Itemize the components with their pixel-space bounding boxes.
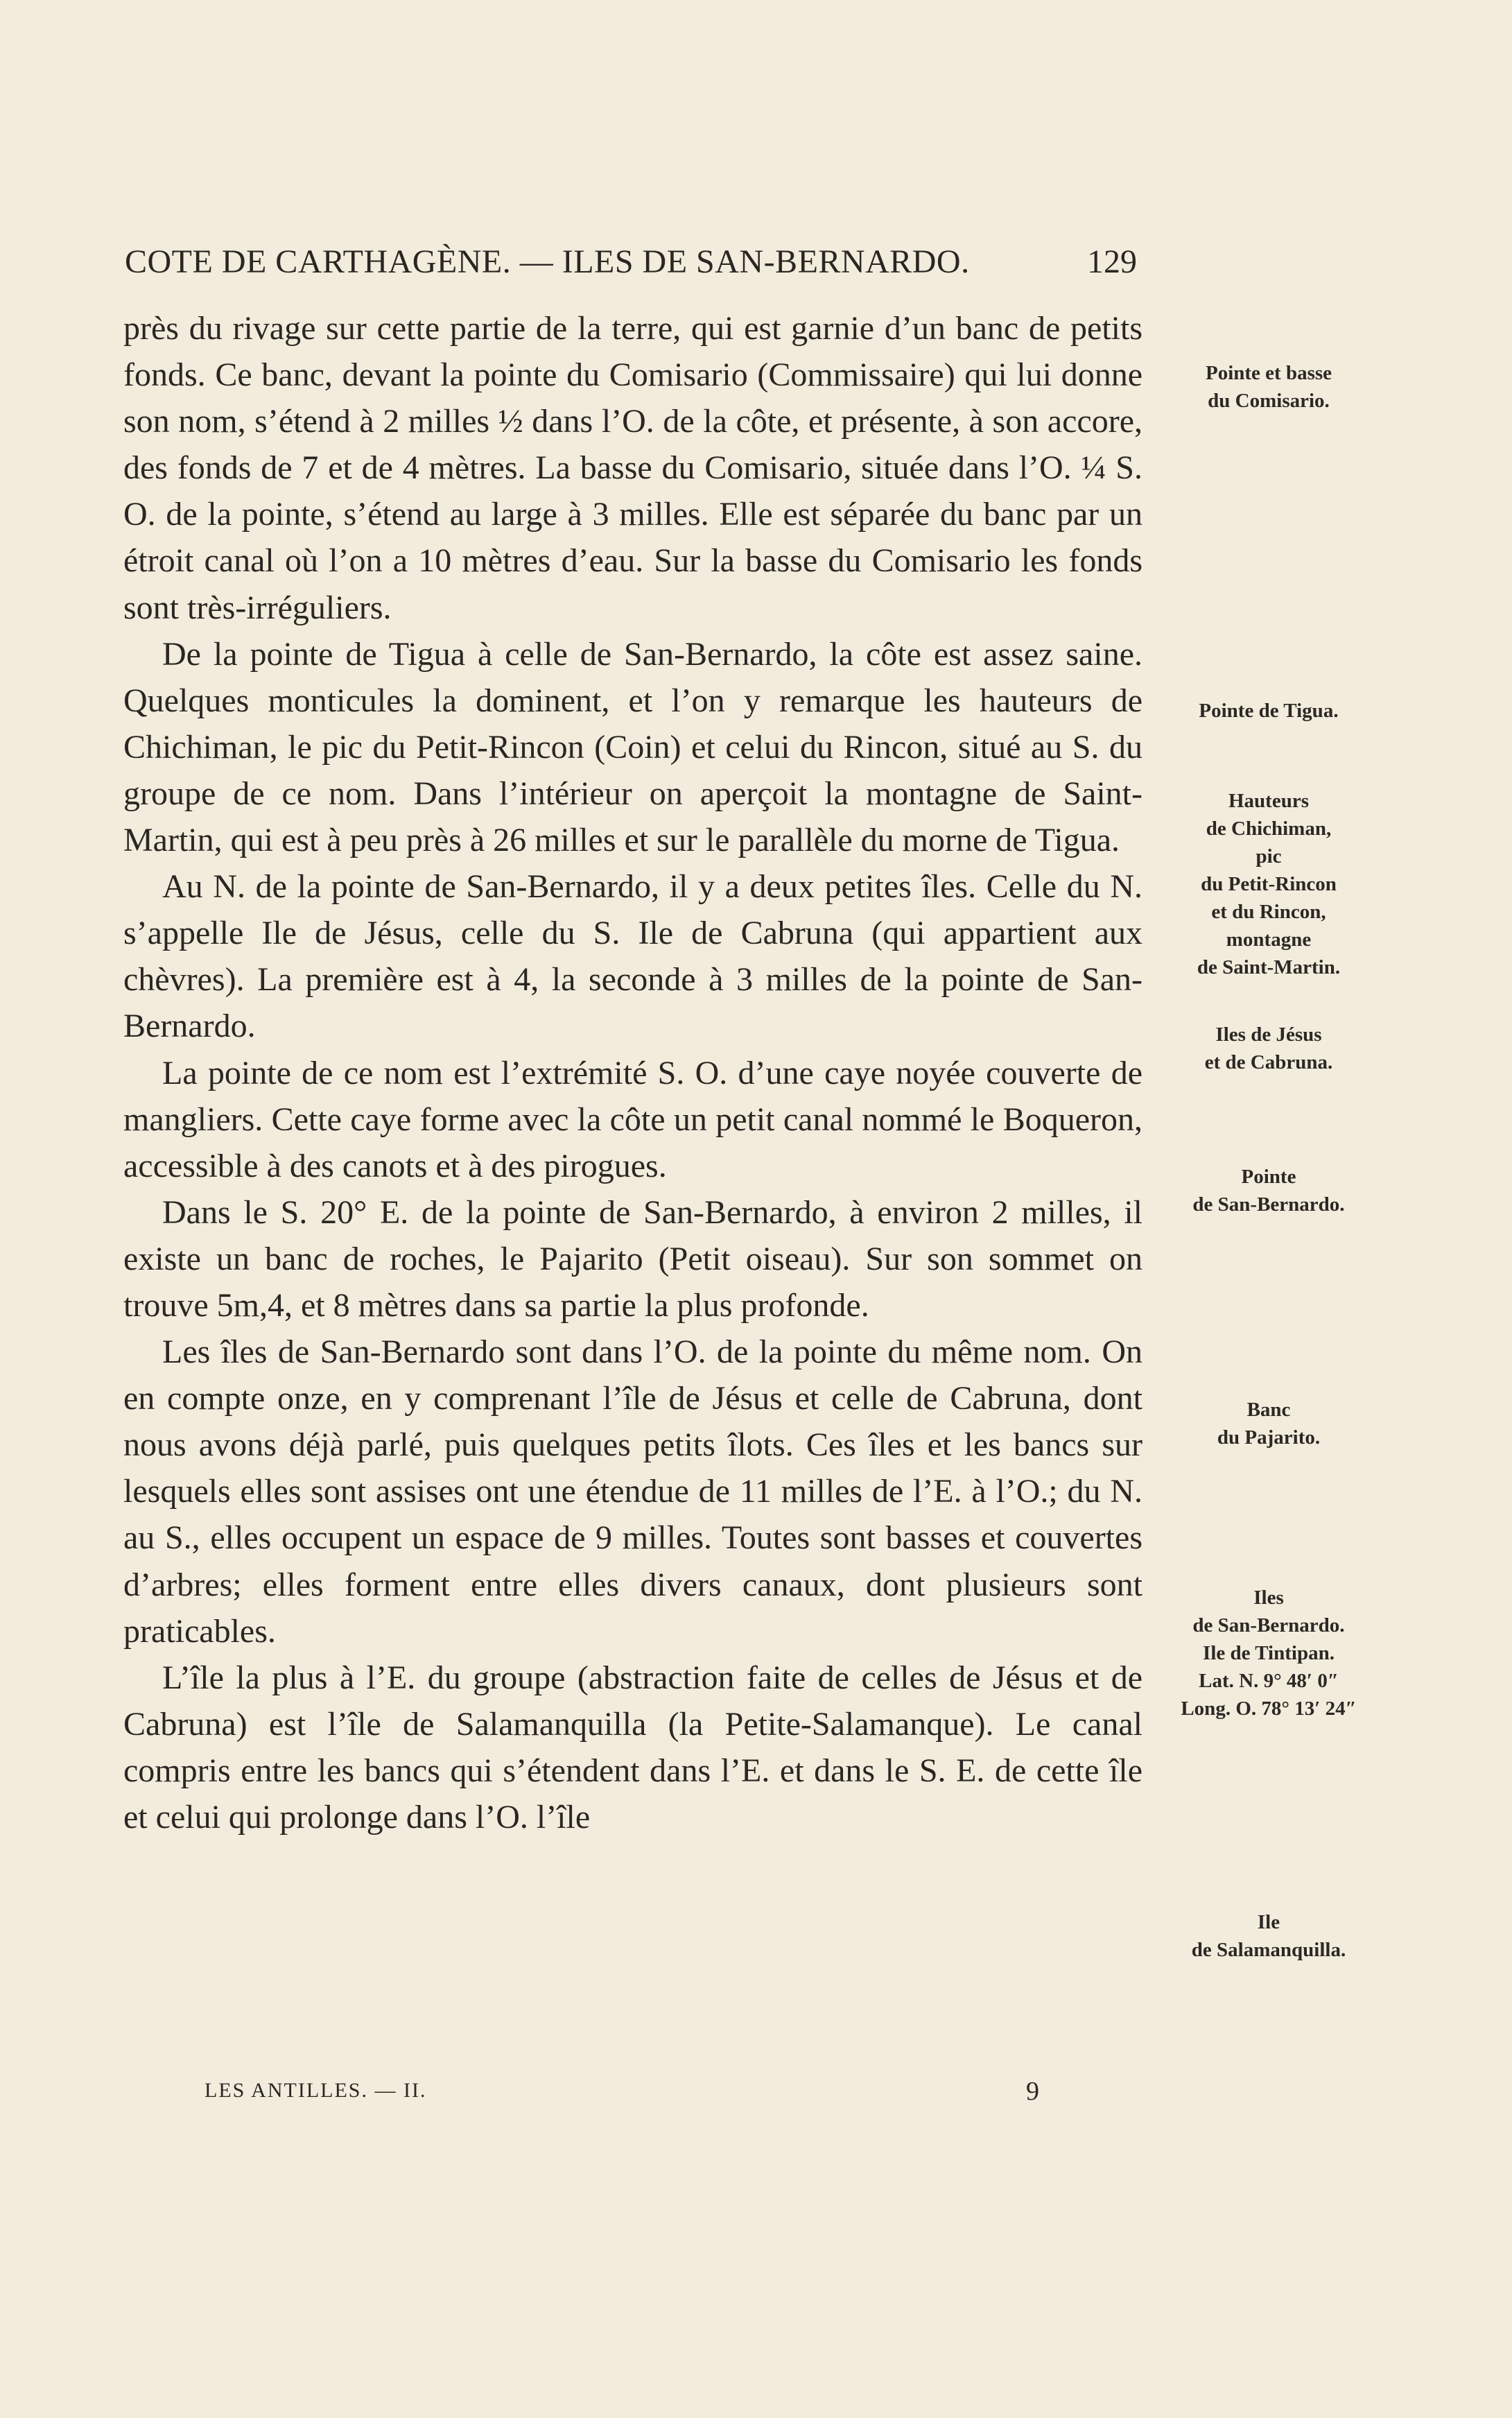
margin-note-salamanquilla — [1151, 1908, 1387, 1964]
margin-notes — [1151, 0, 1387, 2418]
paragraph: près du rivage sur cette partie de la terre, qui est garnie d’un banc de petits fonds. Ce banc, devant la pointe du Comisario (Commissaire) qui lui donne son nom, s’étend à 2 milles ½ dans l’O. de la côte, et présente, à son accore, des fonds de 7 et de 4 mètres. La basse du Comisario, située dans l’O. ¼ S. O. de la pointe, s’étend au large à 3 milles. Elle est séparée du banc par un étroit canal où l’on a 10 mètres d’eau. Sur la basse du Comisario les fonds sont très-irréguliers. — [123, 310, 1142, 626]
margin-note-san-bernardo-islands — [1151, 1584, 1387, 1722]
running-header — [125, 243, 1137, 291]
note-line: de San-Bernardo. — [1192, 1614, 1345, 1637]
note-line: Pointe — [1241, 1166, 1296, 1188]
note-line: Iles — [1253, 1587, 1284, 1609]
note-line: et du Rincon, — [1211, 901, 1326, 923]
page-footer — [125, 2079, 1137, 2114]
page-number: 129 — [1087, 243, 1137, 280]
note-line: de Salamanquilla. — [1191, 1939, 1346, 1961]
note-line: de Saint-Martin. — [1197, 956, 1341, 978]
main-text — [123, 305, 1142, 1840]
margin-note-pajarito — [1151, 1396, 1387, 1451]
paragraph: De la pointe de Tigua à celle de San-Bernardo, la côte est assez saine. Quelques monticules la dominent, et l’on y remarque les hauteurs de Chichiman, le pic du Petit-Rincon (Coin) et celui du Rincon, situé au S. du groupe de ce nom. Dans l’intérieur on aperçoit la montagne de Saint-Martin, qui est à peu près à 26 milles et sur le parallèle du morne de Tigua. — [123, 635, 1142, 859]
note-line: du Comisario. — [1208, 390, 1330, 412]
note-line: Hauteurs — [1228, 790, 1309, 812]
sheet-number: 9 — [1026, 2077, 1039, 2106]
note-line: Banc — [1246, 1399, 1291, 1421]
note-line: Long. O. 78° 13′ 24″ — [1181, 1698, 1357, 1720]
note-line: pic — [1255, 845, 1282, 867]
margin-note-tigua — [1151, 697, 1387, 725]
margin-note-san-bernardo-point — [1151, 1163, 1387, 1218]
paragraph: Les îles de San-Bernardo sont dans l’O. de la pointe du même nom. On en compte onze, en y comprenant l’île de Jésus et celle de Cabruna, dont nous avons déjà parlé, puis quelques petits îlots. Ces îles et les bancs sur lesquels elles sont assises ont une étendue de 11 milles de l’E. à l’O.; du N. au S., elles occupent un espace de 9 milles. Toutes sont basses et couvertes d’arbres; elles forment entre elles divers canaux, dont plusieurs sont praticables. — [123, 1333, 1142, 1650]
note-line: de San-Bernardo. — [1192, 1193, 1345, 1216]
note-line: Ile — [1257, 1911, 1280, 1933]
note-line: Ile de Tintipan. — [1203, 1642, 1335, 1664]
note-line: Pointe de Tigua. — [1199, 700, 1339, 722]
note-line: et de Cabruna. — [1204, 1051, 1333, 1073]
note-line: de Chichiman, — [1206, 818, 1332, 840]
note-line: du Petit-Rincon — [1201, 873, 1337, 895]
paragraph: La pointe de ce nom est l’extrémité S. O. d’une caye noyée couverte de mangliers. Cette caye forme avec la côte un petit canal nommé le Boqueron, accessible à des canots et à des pirogues. — [123, 1054, 1142, 1184]
note-line: Lat. N. 9° 48′ 0″ — [1199, 1670, 1339, 1692]
note-line: Pointe et basse — [1205, 362, 1332, 384]
note-line: du Pajarito. — [1217, 1426, 1321, 1449]
header-title: COTE DE CARTHAGÈNE. — ILES DE SAN-BERNARDO. — [125, 243, 970, 280]
note-line: Iles de Jésus — [1215, 1024, 1322, 1046]
note-line: montagne — [1226, 929, 1312, 951]
paragraph: Au N. de la pointe de San-Bernardo, il y a deux petites îles. Celle du N. s’appelle Ile de Jésus, celle du S. Ile de Cabruna (qui appartient aux chèvres). La première est à 4, la seconde à 3 milles de la pointe de San-Bernardo. — [123, 868, 1142, 1045]
paragraph: L’île la plus à l’E. du groupe (abstraction faite de celles de Jésus et de Cabruna) est l’île de Salamanquilla (la Petite-Salamanque). Le canal compris entre les bancs qui s’étendent dans l’E. et dans le S. E. de cette île et celui qui prolonge dans l’O. l’île — [123, 1659, 1142, 1836]
signature-mark: LES ANTILLES. — II. — [205, 2079, 427, 2102]
margin-note-comisario — [1151, 359, 1387, 415]
margin-note-hauteurs — [1151, 787, 1387, 981]
margin-note-jesus-cabruna — [1151, 1021, 1387, 1076]
paragraph: Dans le S. 20° E. de la pointe de San-Bernardo, à environ 2 milles, il existe un banc de roches, le Pajarito (Petit oiseau). Sur son sommet on trouve 5m,4, et 8 mètres dans sa partie la plus profonde. — [123, 1193, 1142, 1324]
